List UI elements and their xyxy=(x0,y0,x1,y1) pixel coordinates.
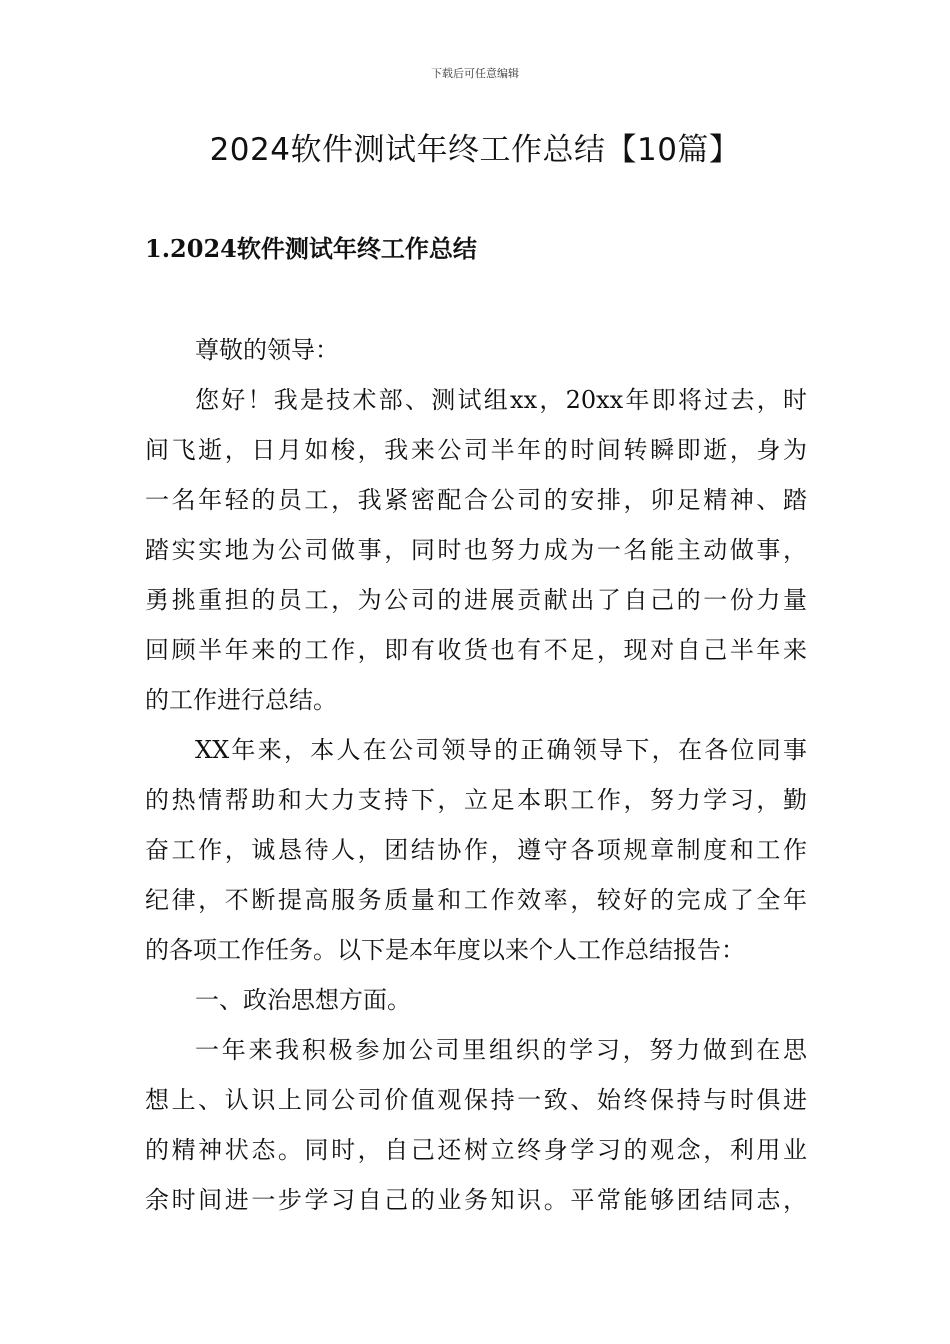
text-line: 的精神状态。同时，自己还树立终身学习的观念，利用业 xyxy=(145,1136,807,1164)
text-line: 踏实实地为公司做事，同时也努力成为一名能主动做事， xyxy=(145,536,807,564)
document-title: 2024软件测试年终工作总结【10篇】 xyxy=(209,132,741,168)
text-line: 您好！我是技术部、测试组xx，20xx年即将过去，时 xyxy=(195,386,807,414)
text-line: 纪律，不断提高服务质量和工作效率，较好的完成了全年 xyxy=(145,886,807,914)
text-line: 勇挑重担的员工，为公司的进展贡献出了自己的一份力量 xyxy=(145,586,807,614)
text-line: 回顾半年来的工作，即有收货也有不足，现对自己半年来 xyxy=(145,636,807,664)
text-line: 的各项工作任务。以下是本年度以来个人工作总结报告： xyxy=(145,936,745,964)
text-line: 间飞逝，日月如梭，我来公司半年的时间转瞬即逝，身为 xyxy=(145,436,807,464)
text-line: 一、政治思想方面。 xyxy=(195,986,411,1014)
text-line: 想上、认识上同公司价值观保持一致、始终保持与时俱进 xyxy=(145,1086,807,1114)
text-line: 的工作进行总结。 xyxy=(145,686,337,714)
body-text xyxy=(145,325,807,1225)
text-line: 一名年轻的员工，我紧密配合公司的安排，卯足精神、踏 xyxy=(145,486,807,514)
text-line: 尊敬的领导： xyxy=(195,336,339,364)
text-line: 一年来我积极参加公司里组织的学习，努力做到在思 xyxy=(195,1036,807,1064)
text-line: XX年来，本人在公司领导的正确领导下，在各位同事 xyxy=(195,736,807,764)
header-note: 下载后可任意编辑 xyxy=(431,67,519,80)
section-heading: 1.2024软件测试年终工作总结 xyxy=(145,234,477,263)
text-line: 的热情帮助和大力支持下，立足本职工作，努力学习，勤 xyxy=(145,786,807,814)
text-line: 奋工作，诚恳待人，团结协作，遵守各项规章制度和工作 xyxy=(145,836,807,864)
text-line: 余时间进一步学习自己的业务知识。平常能够团结同志， xyxy=(145,1186,807,1214)
